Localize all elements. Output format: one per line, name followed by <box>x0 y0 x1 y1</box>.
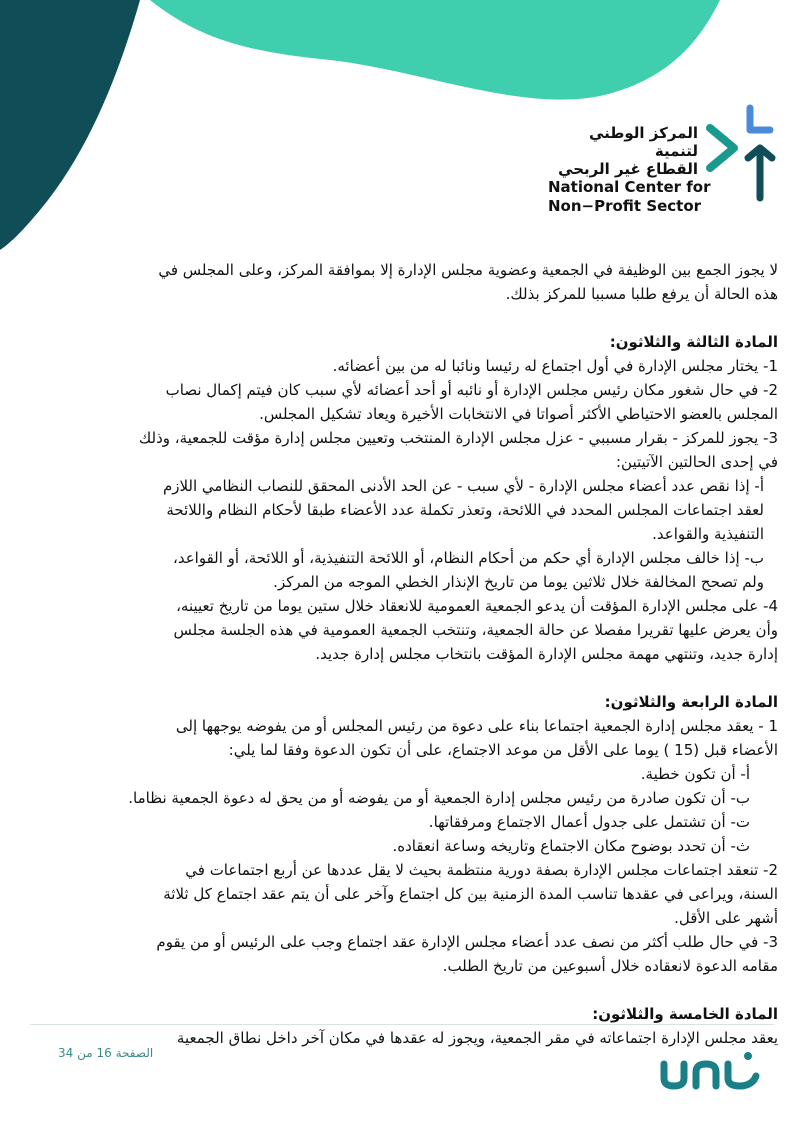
article-35-heading: المادة الخامسة والثلاثون: <box>592 1005 778 1023</box>
organization-logo <box>548 100 778 215</box>
logo-mark-icon <box>700 100 776 210</box>
page-number: الصفحة 16 من 34 <box>58 1046 154 1060</box>
article-line: 2- في حال شغور مكان رئيس مجلس الإدارة أو نائبه أو أحد أعضائه لأي سبب كان فيتم إكمال نصاب <box>165 381 778 399</box>
intro-line: هذه الحالة أن يرفع طلبا مسببا للمركز بذلك. <box>505 285 778 303</box>
article-line: المجلس بالعضو الاحتياطي الأكثر أصواتا في الانتخابات الأخيرة ويعاد تشكيل المجلس. <box>259 405 778 423</box>
article-line: 2- تنعقد اجتماعات مجلس الإدارة بصفة دورية منتظمة بحيث لا يقل عددها عن أربع اجتماعات في <box>185 861 778 879</box>
logo-english-line-1: National Center for <box>548 178 711 196</box>
teal-triangle-shape <box>0 0 140 250</box>
intro-line: لا يجوز الجمع بين الوظيفة في الجمعية وعضوية مجلس الإدارة إلا بموافقة المركز، وعلى المجلس في <box>158 261 778 279</box>
article-line: 1 - يعقد مجلس إدارة الجمعية اجتماعا بناء على دعوة من رئيس المجلس أو من يفوضه يوجهها إلى <box>175 717 778 735</box>
logo-text-block <box>548 124 711 216</box>
article-sub-line: لعقد اجتماعات المجلس المحدد في اللائحة، وتعذر تكملة عدد الأعضاء طبقا لأحكام النظام واللائحة <box>166 501 764 519</box>
article-line: السنة، ويراعى في عقدها تناسب المدة الزمنية بين كل اجتماع وآخر على أن يتم عقد اجتماع كل ثلاثة <box>163 885 778 903</box>
article-sub-line: ولم تصحح المخالفة خلال ثلاثين يوما من تاريخ الإنذار الخطي الموجه من المركز. <box>273 573 764 591</box>
article-sub-line: ب- أن تكون صادرة من رئيس مجلس إدارة الجمعية أو من يفوضه أو من يحق له دعوة الجمعية نظاما. <box>128 789 750 807</box>
article-34-heading: المادة الرابعة والثلاثون: <box>604 693 778 711</box>
brand-logo-icon <box>658 1048 764 1090</box>
logo-arabic-line-2: القطاع غير الربحي <box>558 160 698 178</box>
article-sub-line: ب- إذا خالف مجلس الإدارة أي حكم من أحكام النظام، أو اللائحة التنفيذية، أو اللائحة، أو القواعد، <box>173 549 764 567</box>
article-line: 4- على مجلس الإدارة المؤقت أن يدعو الجمعية العمومية للانعقاد خلال ستين يوما من تاريخ تعيينه، <box>176 597 778 615</box>
article-sub-line: أ- إذا نقص عدد أعضاء مجلس الإدارة - لأي سبب - عن الحد الأدنى المحقق للنصاب النظامي اللازم <box>162 477 764 495</box>
article-sub-line: أ- أن تكون خطية. <box>640 765 750 783</box>
article-line: 1- يختار مجلس الإدارة في أول اجتماع له رئيسا ونائبا له من بين أعضائه. <box>332 357 778 375</box>
article-line: مقامه الدعوة لانعقاده خلال أسبوعين من تاريخ الطلب. <box>442 957 778 975</box>
article-line: وأن يعرض عليها تقريرا مفصلا عن حالة الجمعية، وتنتخب الجمعية العمومية في هذه الجلسة مجلس <box>173 621 778 639</box>
article-line: 3- في حال طلب أكثر من نصف عدد أعضاء مجلس الإدارة عقد اجتماع وجب على الرئيس أو من يقوم <box>156 933 778 951</box>
article-line: 3- يجوز للمركز - بقرار مسببي - عزل مجلس الإدارة المنتخب وتعيين مجلس إدارة مؤقت للجمعية، وذلك <box>138 429 778 447</box>
mint-wave-shape <box>150 0 720 100</box>
footer-divider <box>30 1024 774 1025</box>
article-line: الأعضاء قبل (15 ) يوما على الأقل من موعد الاجتماع، على أن تكون الدعوة وفقا لما يلي: <box>228 741 778 759</box>
article-sub-line: ت- أن تشتمل على جدول أعمال الاجتماع ومرفقاتها. <box>428 813 750 831</box>
article-line: إدارة جديد، وتنتهي مهمة مجلس الإدارة المؤقت بانتخاب مجلس إدارة جديد. <box>315 645 778 663</box>
document-body <box>26 258 778 1050</box>
article-sub-line: ث- أن تحدد بوضوح مكان الاجتماع وتاريخه وساعة انعقاده. <box>392 837 750 855</box>
article-33-heading: المادة الثالثة والثلاثون: <box>609 333 778 351</box>
article-line: في إحدى الحالتين الآتيتين: <box>615 453 778 471</box>
logo-arabic-line-1: المركز الوطني لتنمية <box>588 124 698 160</box>
article-line: أشهر على الأقل. <box>674 909 778 927</box>
article-sub-line: التنفيذية والقواعد. <box>652 525 764 543</box>
logo-english-line-2: Non−Profit Sector <box>548 197 702 215</box>
article-line: يعقد مجلس الإدارة اجتماعاته في مقر الجمعية، ويجوز له عقدها في مكان آخر داخل نطاق الجمعية <box>176 1029 778 1047</box>
